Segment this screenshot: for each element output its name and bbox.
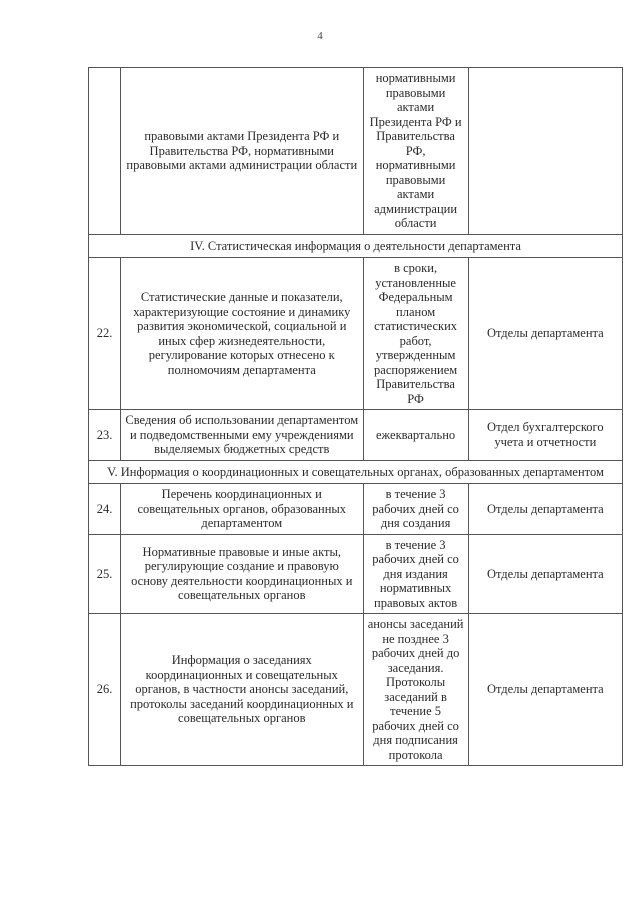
table-row (89, 484, 623, 535)
section-title: IV. Статистическая информация о деятельности департамента (89, 234, 623, 258)
page-number: 4 (317, 30, 323, 42)
row-number (89, 68, 121, 235)
row-description: Перечень координационных и совещательных органов, образованных департаментом (121, 484, 363, 535)
row-term: в течение 3 рабочих дней со дня создания (363, 484, 468, 535)
row-number: 26. (89, 614, 121, 766)
table-row (89, 614, 623, 766)
information-table (88, 67, 623, 766)
row-term: нормативными правовыми актами Президента РФ и Правительства РФ, нормативными правовыми актами администрации области (363, 68, 468, 235)
row-description: Информация о заседаниях координационных и совещательных органов, в частности анонсы заседаний, протоколы заседаний координационных и совещательных органов (121, 614, 363, 766)
row-responsible: Отдел бухгалтерского учета и отчетности (468, 410, 622, 461)
row-term: ежеквартально (363, 410, 468, 461)
row-description: Нормативные правовые и иные акты, регулирующие создание и правовую основу деятельности координационных и совещательных органов (121, 534, 363, 614)
row-term: в сроки, установленные Федеральным планом статистических работ, утвержденным распоряжением Правительства РФ (363, 258, 468, 410)
section-header (89, 234, 623, 258)
table-row (89, 534, 623, 614)
row-term: анонсы заседаний не позднее 3 рабочих дней до заседания. Протоколы заседаний в течение 5 рабочих дней со дня подписания протокола (363, 614, 468, 766)
row-number: 25. (89, 534, 121, 614)
row-responsible: Отделы департамента (468, 484, 622, 535)
table-row (89, 68, 623, 235)
row-description: правовыми актами Президента РФ и Правительства РФ, нормативными правовыми актами администрации области (121, 68, 363, 235)
section-title: V. Информация о координационных и совещательных органах, образованных департаментом (89, 460, 623, 484)
row-description: Статистические данные и показатели, характеризующие состояние и динамику развития экономической, социальной и иных сфер жизнедеятельности, регулирование которых отнесено к полномочиям департамента (121, 258, 363, 410)
row-responsible: Отделы департамента (468, 614, 622, 766)
row-responsible (468, 68, 622, 235)
section-header (89, 460, 623, 484)
row-number: 22. (89, 258, 121, 410)
row-responsible: Отделы департамента (468, 534, 622, 614)
row-number: 23. (89, 410, 121, 461)
row-term: в течение 3 рабочих дней со дня издания нормативных правовых актов (363, 534, 468, 614)
row-number: 24. (89, 484, 121, 535)
row-description: Сведения об использовании департаментом и подведомственными ему учреждениями выделяемых бюджетных средств (121, 410, 363, 461)
table-row (89, 258, 623, 410)
table-row (89, 410, 623, 461)
row-responsible: Отделы департамента (468, 258, 622, 410)
